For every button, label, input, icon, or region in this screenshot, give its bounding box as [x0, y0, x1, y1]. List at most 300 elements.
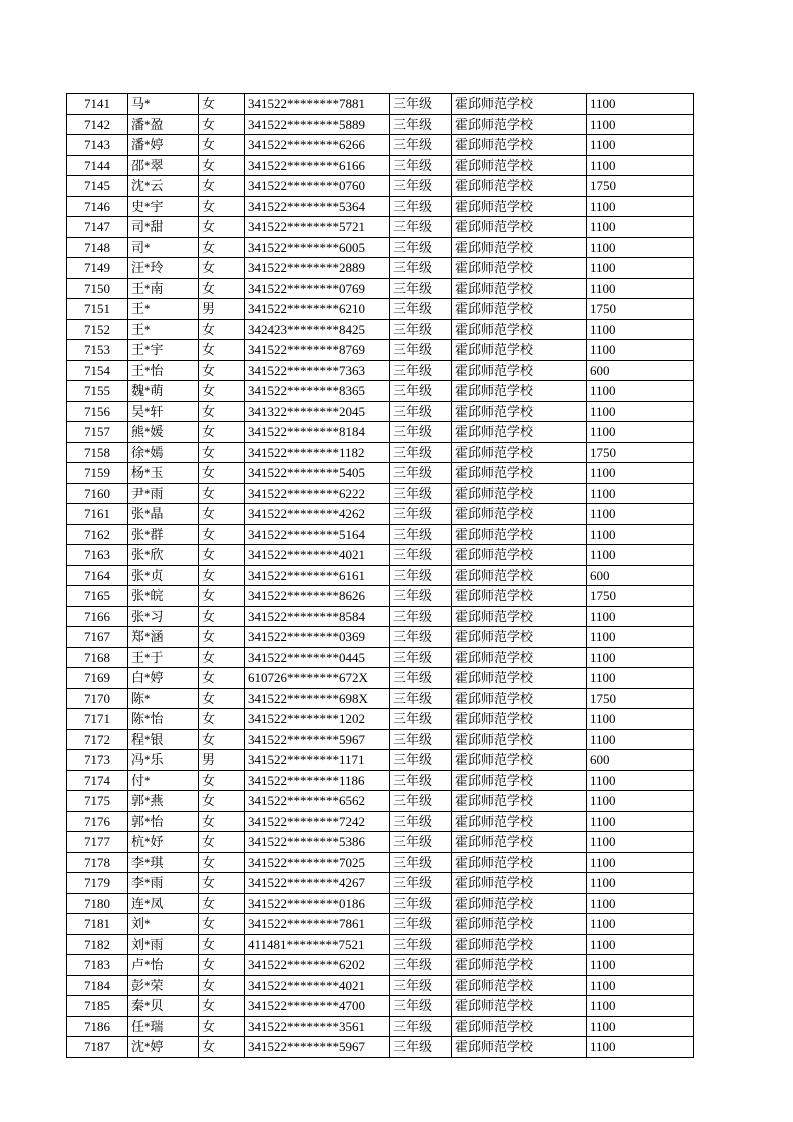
cell-amount: 1100 [587, 996, 694, 1017]
cell-id-number: 341522********2889 [245, 258, 390, 279]
cell-grade: 三年级 [390, 114, 452, 135]
cell-name: 吴*轩 [128, 401, 199, 422]
cell-serial: 7185 [67, 996, 128, 1017]
cell-gender: 女 [199, 565, 245, 586]
cell-grade: 三年级 [390, 1016, 452, 1037]
cell-amount: 1100 [587, 483, 694, 504]
cell-gender: 女 [199, 832, 245, 853]
cell-id-number: 341522********1182 [245, 442, 390, 463]
cell-name: 程*银 [128, 729, 199, 750]
cell-name: 张*习 [128, 606, 199, 627]
table-row [67, 196, 694, 217]
cell-id-number: 341522********5164 [245, 524, 390, 545]
cell-id-number: 341522********6562 [245, 791, 390, 812]
cell-school: 霍邱师范学校 [452, 196, 587, 217]
cell-gender: 女 [199, 586, 245, 607]
cell-amount: 1100 [587, 524, 694, 545]
cell-name: 秦*贝 [128, 996, 199, 1017]
cell-name: 王* [128, 299, 199, 320]
cell-serial: 7179 [67, 873, 128, 894]
cell-amount: 600 [587, 360, 694, 381]
cell-serial: 7156 [67, 401, 128, 422]
cell-amount: 1100 [587, 381, 694, 402]
table-row [67, 483, 694, 504]
cell-school: 霍邱师范学校 [452, 135, 587, 156]
cell-gender: 男 [199, 299, 245, 320]
cell-serial: 7173 [67, 750, 128, 771]
cell-serial: 7183 [67, 955, 128, 976]
cell-amount: 1100 [587, 319, 694, 340]
cell-grade: 三年级 [390, 422, 452, 443]
cell-id-number: 341522********0186 [245, 893, 390, 914]
cell-amount: 1100 [587, 1016, 694, 1037]
cell-amount: 1100 [587, 627, 694, 648]
cell-amount: 1100 [587, 791, 694, 812]
cell-name: 白*婷 [128, 668, 199, 689]
table-row [67, 791, 694, 812]
cell-gender: 女 [199, 606, 245, 627]
cell-serial: 7171 [67, 709, 128, 730]
cell-school: 霍邱师范学校 [452, 647, 587, 668]
cell-grade: 三年级 [390, 791, 452, 812]
cell-school: 霍邱师范学校 [452, 94, 587, 115]
cell-id-number: 341522********6202 [245, 955, 390, 976]
cell-amount: 1100 [587, 893, 694, 914]
cell-amount: 1100 [587, 278, 694, 299]
cell-gender: 女 [199, 135, 245, 156]
cell-grade: 三年级 [390, 606, 452, 627]
cell-id-number: 341522********0445 [245, 647, 390, 668]
cell-grade: 三年级 [390, 852, 452, 873]
cell-serial: 7153 [67, 340, 128, 361]
table-row [67, 893, 694, 914]
table-row [67, 1037, 694, 1058]
cell-id-number: 341522********5967 [245, 1037, 390, 1058]
cell-gender: 女 [199, 196, 245, 217]
cell-name: 张*群 [128, 524, 199, 545]
cell-school: 霍邱师范学校 [452, 627, 587, 648]
cell-grade: 三年级 [390, 873, 452, 894]
student-subsidy-table [66, 93, 694, 1058]
cell-amount: 1750 [587, 688, 694, 709]
cell-gender: 女 [199, 422, 245, 443]
cell-grade: 三年级 [390, 893, 452, 914]
cell-id-number: 341522********5364 [245, 196, 390, 217]
cell-name: 李*琪 [128, 852, 199, 873]
table-row [67, 811, 694, 832]
cell-amount: 1750 [587, 176, 694, 197]
cell-school: 霍邱师范学校 [452, 155, 587, 176]
cell-gender: 女 [199, 524, 245, 545]
cell-id-number: 341522********1171 [245, 750, 390, 771]
cell-serial: 7163 [67, 545, 128, 566]
cell-amount: 1100 [587, 955, 694, 976]
cell-grade: 三年级 [390, 750, 452, 771]
cell-gender: 女 [199, 545, 245, 566]
cell-id-number: 341522********698X [245, 688, 390, 709]
table-row [67, 770, 694, 791]
cell-school: 霍邱师范学校 [452, 668, 587, 689]
cell-school: 霍邱师范学校 [452, 319, 587, 340]
cell-id-number: 411481********7521 [245, 934, 390, 955]
cell-serial: 7181 [67, 914, 128, 935]
cell-grade: 三年级 [390, 627, 452, 648]
cell-serial: 7164 [67, 565, 128, 586]
cell-serial: 7152 [67, 319, 128, 340]
cell-id-number: 341522********1186 [245, 770, 390, 791]
table-row [67, 832, 694, 853]
cell-amount: 1100 [587, 914, 694, 935]
cell-name: 刘* [128, 914, 199, 935]
cell-serial: 7160 [67, 483, 128, 504]
cell-name: 汪*玲 [128, 258, 199, 279]
cell-serial: 7141 [67, 94, 128, 115]
cell-gender: 女 [199, 770, 245, 791]
cell-school: 霍邱师范学校 [452, 934, 587, 955]
cell-amount: 1100 [587, 237, 694, 258]
cell-amount: 1100 [587, 770, 694, 791]
cell-id-number: 341522********0760 [245, 176, 390, 197]
cell-name: 彭*荣 [128, 975, 199, 996]
cell-amount: 1750 [587, 442, 694, 463]
table-row [67, 237, 694, 258]
cell-serial: 7157 [67, 422, 128, 443]
cell-amount: 1100 [587, 196, 694, 217]
cell-serial: 7162 [67, 524, 128, 545]
cell-id-number: 341522********7242 [245, 811, 390, 832]
table-row [67, 729, 694, 750]
cell-id-number: 341522********4267 [245, 873, 390, 894]
cell-gender: 女 [199, 114, 245, 135]
cell-school: 霍邱师范学校 [452, 114, 587, 135]
cell-amount: 1100 [587, 606, 694, 627]
cell-gender: 男 [199, 750, 245, 771]
table-row [67, 340, 694, 361]
table-row [67, 996, 694, 1017]
cell-amount: 1100 [587, 545, 694, 566]
cell-amount: 1100 [587, 401, 694, 422]
cell-grade: 三年级 [390, 647, 452, 668]
cell-amount: 1100 [587, 135, 694, 156]
cell-id-number: 341522********6266 [245, 135, 390, 156]
cell-school: 霍邱师范学校 [452, 422, 587, 443]
cell-name: 连*凤 [128, 893, 199, 914]
cell-school: 霍邱师范学校 [452, 770, 587, 791]
table-row [67, 217, 694, 238]
cell-gender: 女 [199, 504, 245, 525]
cell-school: 霍邱师范学校 [452, 483, 587, 504]
cell-id-number: 341522********4021 [245, 975, 390, 996]
cell-serial: 7145 [67, 176, 128, 197]
cell-name: 张*晶 [128, 504, 199, 525]
cell-gender: 女 [199, 319, 245, 340]
cell-gender: 女 [199, 381, 245, 402]
cell-id-number: 341522********1202 [245, 709, 390, 730]
cell-id-number: 341522********5967 [245, 729, 390, 750]
cell-serial: 7175 [67, 791, 128, 812]
table-row [67, 873, 694, 894]
cell-grade: 三年级 [390, 709, 452, 730]
cell-id-number: 341522********6210 [245, 299, 390, 320]
cell-serial: 7146 [67, 196, 128, 217]
table-row [67, 319, 694, 340]
cell-grade: 三年级 [390, 155, 452, 176]
cell-grade: 三年级 [390, 401, 452, 422]
cell-serial: 7186 [67, 1016, 128, 1037]
cell-serial: 7184 [67, 975, 128, 996]
cell-school: 霍邱师范学校 [452, 401, 587, 422]
cell-serial: 7166 [67, 606, 128, 627]
cell-grade: 三年级 [390, 237, 452, 258]
cell-amount: 1750 [587, 586, 694, 607]
table-row [67, 688, 694, 709]
cell-school: 霍邱师范学校 [452, 237, 587, 258]
table-row [67, 135, 694, 156]
cell-grade: 三年级 [390, 135, 452, 156]
cell-grade: 三年级 [390, 483, 452, 504]
cell-amount: 1100 [587, 729, 694, 750]
cell-serial: 7170 [67, 688, 128, 709]
table-row [67, 504, 694, 525]
cell-school: 霍邱师范学校 [452, 524, 587, 545]
cell-id-number: 341522********8584 [245, 606, 390, 627]
table-row [67, 668, 694, 689]
cell-serial: 7149 [67, 258, 128, 279]
cell-school: 霍邱师范学校 [452, 217, 587, 238]
cell-name: 潘*盈 [128, 114, 199, 135]
table-row [67, 299, 694, 320]
cell-amount: 1100 [587, 258, 694, 279]
cell-id-number: 341522********5386 [245, 832, 390, 853]
cell-amount: 1100 [587, 217, 694, 238]
cell-serial: 7159 [67, 463, 128, 484]
cell-name: 张*贞 [128, 565, 199, 586]
cell-id-number: 341522********7861 [245, 914, 390, 935]
cell-gender: 女 [199, 155, 245, 176]
cell-serial: 7165 [67, 586, 128, 607]
cell-grade: 三年级 [390, 278, 452, 299]
cell-serial: 7142 [67, 114, 128, 135]
cell-school: 霍邱师范学校 [452, 914, 587, 935]
cell-grade: 三年级 [390, 299, 452, 320]
cell-name: 陈* [128, 688, 199, 709]
cell-amount: 1100 [587, 975, 694, 996]
cell-school: 霍邱师范学校 [452, 1037, 587, 1058]
cell-name: 徐*嫣 [128, 442, 199, 463]
cell-grade: 三年级 [390, 176, 452, 197]
cell-school: 霍邱师范学校 [452, 709, 587, 730]
cell-school: 霍邱师范学校 [452, 852, 587, 873]
table-row [67, 114, 694, 135]
cell-grade: 三年级 [390, 914, 452, 935]
cell-id-number: 341522********7025 [245, 852, 390, 873]
cell-id-number: 341522********5405 [245, 463, 390, 484]
cell-name: 马* [128, 94, 199, 115]
cell-name: 魏*萌 [128, 381, 199, 402]
cell-amount: 1100 [587, 114, 694, 135]
cell-grade: 三年级 [390, 340, 452, 361]
cell-gender: 女 [199, 709, 245, 730]
cell-gender: 女 [199, 217, 245, 238]
cell-id-number: 341522********6166 [245, 155, 390, 176]
cell-serial: 7168 [67, 647, 128, 668]
cell-gender: 女 [199, 278, 245, 299]
table-row [67, 258, 694, 279]
cell-amount: 1100 [587, 709, 694, 730]
cell-school: 霍邱师范学校 [452, 565, 587, 586]
cell-gender: 女 [199, 893, 245, 914]
cell-serial: 7155 [67, 381, 128, 402]
table-row [67, 565, 694, 586]
cell-gender: 女 [199, 955, 245, 976]
table-row [67, 381, 694, 402]
cell-school: 霍邱师范学校 [452, 586, 587, 607]
cell-name: 张*欣 [128, 545, 199, 566]
cell-gender: 女 [199, 873, 245, 894]
cell-grade: 三年级 [390, 668, 452, 689]
cell-school: 霍邱师范学校 [452, 893, 587, 914]
cell-id-number: 341522********3561 [245, 1016, 390, 1037]
cell-amount: 1100 [587, 463, 694, 484]
cell-grade: 三年级 [390, 1037, 452, 1058]
cell-id-number: 341522********4021 [245, 545, 390, 566]
cell-serial: 7150 [67, 278, 128, 299]
cell-grade: 三年级 [390, 442, 452, 463]
table-row [67, 606, 694, 627]
cell-grade: 三年级 [390, 545, 452, 566]
cell-grade: 三年级 [390, 463, 452, 484]
table-row [67, 955, 694, 976]
cell-school: 霍邱师范学校 [452, 299, 587, 320]
cell-amount: 600 [587, 565, 694, 586]
cell-gender: 女 [199, 934, 245, 955]
cell-grade: 三年级 [390, 258, 452, 279]
cell-id-number: 341522********5721 [245, 217, 390, 238]
cell-gender: 女 [199, 688, 245, 709]
cell-amount: 1100 [587, 1037, 694, 1058]
cell-grade: 三年级 [390, 688, 452, 709]
cell-name: 史*宇 [128, 196, 199, 217]
cell-gender: 女 [199, 463, 245, 484]
cell-serial: 7143 [67, 135, 128, 156]
cell-name: 王*宇 [128, 340, 199, 361]
cell-serial: 7172 [67, 729, 128, 750]
cell-gender: 女 [199, 1037, 245, 1058]
cell-serial: 7182 [67, 934, 128, 955]
table-row [67, 586, 694, 607]
cell-grade: 三年级 [390, 217, 452, 238]
cell-gender: 女 [199, 996, 245, 1017]
cell-school: 霍邱师范学校 [452, 1016, 587, 1037]
cell-name: 王*怡 [128, 360, 199, 381]
cell-gender: 女 [199, 811, 245, 832]
cell-grade: 三年级 [390, 94, 452, 115]
cell-amount: 1100 [587, 832, 694, 853]
cell-school: 霍邱师范学校 [452, 791, 587, 812]
cell-serial: 7177 [67, 832, 128, 853]
cell-name: 王*于 [128, 647, 199, 668]
table-row [67, 401, 694, 422]
table-row [67, 422, 694, 443]
cell-id-number: 342423********8425 [245, 319, 390, 340]
cell-serial: 7180 [67, 893, 128, 914]
cell-gender: 女 [199, 647, 245, 668]
cell-serial: 7169 [67, 668, 128, 689]
cell-serial: 7151 [67, 299, 128, 320]
cell-gender: 女 [199, 627, 245, 648]
cell-id-number: 341522********8184 [245, 422, 390, 443]
table-row [67, 155, 694, 176]
cell-name: 任*瑞 [128, 1016, 199, 1037]
cell-gender: 女 [199, 975, 245, 996]
cell-gender: 女 [199, 791, 245, 812]
cell-name: 陈*怡 [128, 709, 199, 730]
cell-school: 霍邱师范学校 [452, 545, 587, 566]
cell-grade: 三年级 [390, 832, 452, 853]
cell-id-number: 341522********0369 [245, 627, 390, 648]
table-row [67, 914, 694, 935]
table-row [67, 627, 694, 648]
cell-school: 霍邱师范学校 [452, 381, 587, 402]
table-row [67, 934, 694, 955]
cell-gender: 女 [199, 360, 245, 381]
cell-name: 邵*翠 [128, 155, 199, 176]
cell-gender: 女 [199, 258, 245, 279]
cell-name: 刘*雨 [128, 934, 199, 955]
cell-school: 霍邱师范学校 [452, 975, 587, 996]
cell-name: 郑*涵 [128, 627, 199, 648]
cell-serial: 7158 [67, 442, 128, 463]
table-row [67, 852, 694, 873]
cell-serial: 7167 [67, 627, 128, 648]
cell-id-number: 341522********8626 [245, 586, 390, 607]
cell-grade: 三年级 [390, 524, 452, 545]
cell-gender: 女 [199, 176, 245, 197]
table-row [67, 1016, 694, 1037]
cell-amount: 1100 [587, 504, 694, 525]
cell-name: 司* [128, 237, 199, 258]
cell-grade: 三年级 [390, 360, 452, 381]
cell-school: 霍邱师范学校 [452, 442, 587, 463]
cell-id-number: 610726********672X [245, 668, 390, 689]
cell-gender: 女 [199, 1016, 245, 1037]
cell-id-number: 341522********8769 [245, 340, 390, 361]
cell-name: 沈*云 [128, 176, 199, 197]
cell-gender: 女 [199, 914, 245, 935]
cell-amount: 1100 [587, 873, 694, 894]
cell-grade: 三年级 [390, 770, 452, 791]
cell-school: 霍邱师范学校 [452, 688, 587, 709]
cell-name: 王*南 [128, 278, 199, 299]
cell-name: 卢*怡 [128, 955, 199, 976]
cell-school: 霍邱师范学校 [452, 340, 587, 361]
cell-school: 霍邱师范学校 [452, 873, 587, 894]
cell-grade: 三年级 [390, 811, 452, 832]
cell-name: 冯*乐 [128, 750, 199, 771]
cell-grade: 三年级 [390, 196, 452, 217]
cell-amount: 1100 [587, 852, 694, 873]
cell-name: 沈*婷 [128, 1037, 199, 1058]
cell-id-number: 341522********5889 [245, 114, 390, 135]
student-table-body [67, 94, 694, 1058]
cell-school: 霍邱师范学校 [452, 606, 587, 627]
cell-id-number: 341522********6161 [245, 565, 390, 586]
cell-grade: 三年级 [390, 381, 452, 402]
cell-serial: 7148 [67, 237, 128, 258]
cell-grade: 三年级 [390, 565, 452, 586]
cell-gender: 女 [199, 483, 245, 504]
table-row [67, 524, 694, 545]
